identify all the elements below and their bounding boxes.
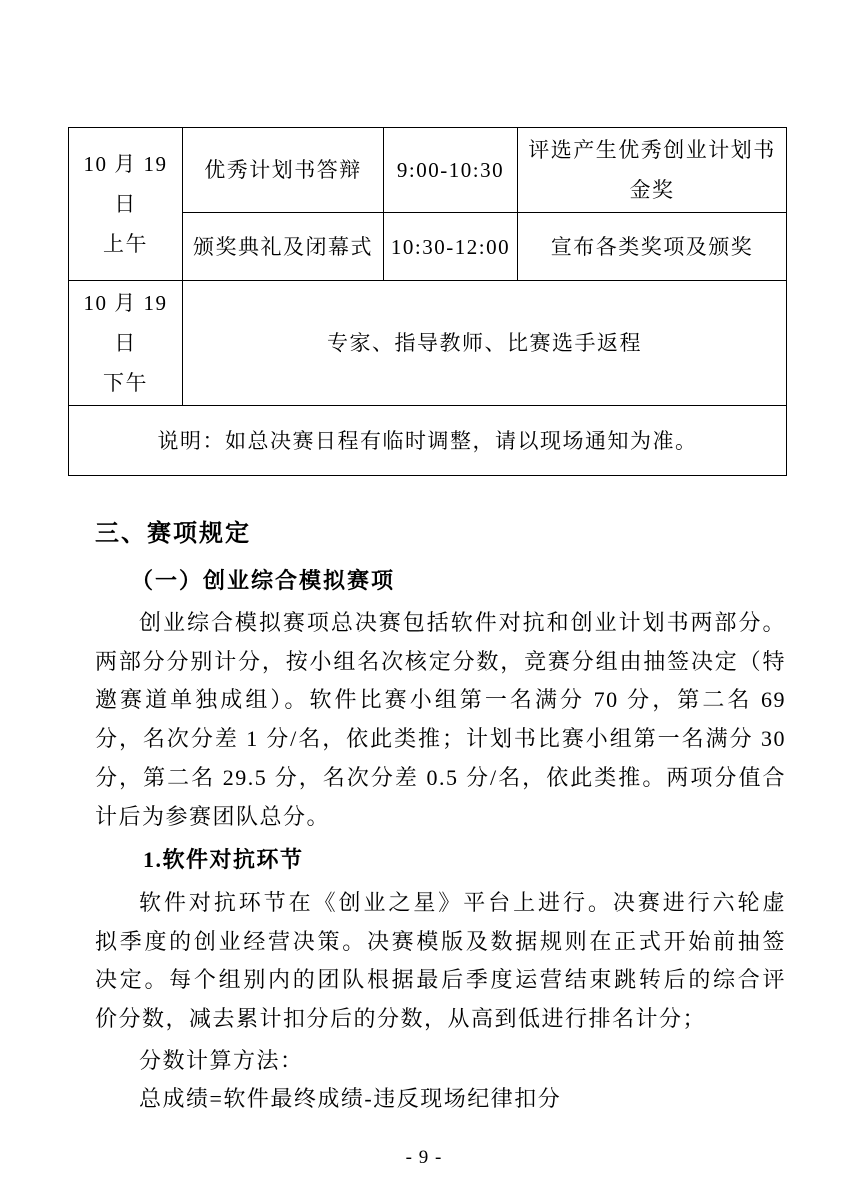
paragraph-software-round [95, 884, 786, 1039]
table-row [69, 128, 787, 213]
period-text: 上午 [103, 232, 148, 256]
text-line: 价分数，减去累计扣分后的分数，从高到低进行排名计分； [95, 1006, 707, 1032]
paragraph-scoring-rules [95, 604, 786, 836]
schedule-table [68, 127, 787, 476]
cell-desc: 宣布各类奖项及颁奖 [518, 213, 787, 281]
paragraph-score-method-label [95, 1042, 786, 1081]
text-line: 分数计算方法： [139, 1047, 304, 1073]
date-text: 10 月 19 日 [83, 291, 168, 355]
cell-note: 说明：如总决赛日程有临时调整，请以现场通知为准。 [69, 406, 787, 476]
subsection-heading: （一）创业综合模拟赛项 [131, 568, 396, 593]
paragraph-score-formula [95, 1080, 786, 1119]
cell-event: 优秀计划书答辩 [183, 128, 384, 213]
text-line: 软件对抗环节在《创业之星》平台上进行。决赛进行六轮虚 [139, 889, 786, 915]
subsubsection-heading: 1.软件对抗环节 [143, 847, 304, 873]
cell-date-afternoon [69, 281, 183, 406]
text-line: 两部分分别计分，按小组名次核定分数，竞赛分组由抽签决定（特 [95, 648, 786, 674]
cell-time: 10:30-12:00 [384, 213, 518, 281]
section-heading: 三、赛项规定 [95, 520, 251, 547]
text-line: 分，第二名 29.5 分，名次分差 0.5 分/名，依此类推。两项分值合 [95, 764, 786, 790]
text-line: 邀赛道单独成组）。软件比赛小组第一名满分 70 分，第二名 69 [95, 687, 786, 713]
text-line: 创业综合模拟赛项总决赛包括软件对抗和创业计划书两部分。 [139, 610, 786, 635]
table-row [69, 281, 787, 406]
text-line: 分，名次分差 1 分/名，依此类推；计划书比赛小组第一名满分 30 [95, 726, 786, 752]
date-text: 10 月 19 日 [83, 152, 168, 216]
text-line: 决定。每个组别内的团队根据最后季度运营结束跳转后的综合评 [95, 967, 786, 993]
cell-desc: 评选产生优秀创业计划书金奖 [518, 128, 787, 213]
cell-afternoon-content: 专家、指导教师、比赛选手返程 [183, 281, 787, 406]
cell-time: 9:00-10:30 [384, 128, 518, 213]
cell-date-morning [69, 128, 183, 281]
table-row [69, 406, 787, 476]
cell-event: 颁奖典礼及闭幕式 [183, 213, 384, 281]
text-line: 拟季度的创业经营决策。决赛模版及数据规则在正式开始前抽签 [95, 928, 786, 954]
period-text: 下午 [103, 371, 148, 395]
text-line: 总成绩=软件最终成绩-违反现场纪律扣分 [139, 1086, 562, 1112]
page-number: - 9 - [405, 1147, 443, 1169]
text-line: 计后为参赛团队总分。 [95, 803, 331, 829]
